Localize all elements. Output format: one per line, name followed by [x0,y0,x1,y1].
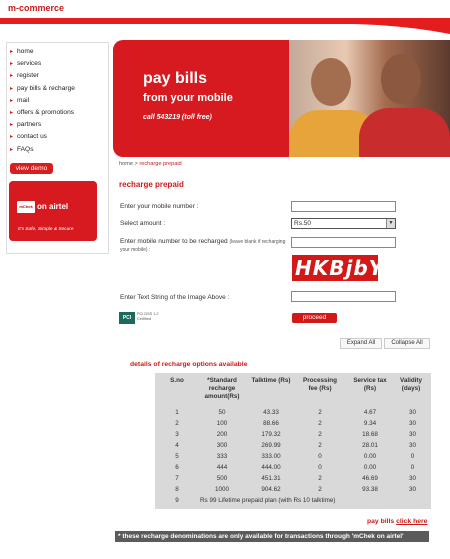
photo-woman-face [311,58,351,106]
mobile-number-input[interactable] [291,201,396,212]
table-row: 2 100 88.66 2 9.34 30 [175,420,416,427]
amount-label: Select amount : [120,220,166,227]
column-header-fee: Processing fee (Rs) [303,377,337,392]
bullet-arrow-icon: ▸ [10,109,14,116]
table-row: 5 333 333.00 0 0.00 0 [175,453,415,460]
bullet-arrow-icon: ▸ [10,97,14,104]
mchek-airtel-promo[interactable] [9,181,97,241]
sidebar-item-services[interactable]: ▸ services [9,58,108,70]
view-demo-button[interactable]: view demo [10,163,53,174]
promo-title: on airtel [37,202,69,211]
recharge-number-note: (leave blank if recharging your mobile) : [120,239,286,253]
captcha-label: Enter Text String of the Image Above : [120,294,230,301]
table-row: 9 Rs 99 Lifetime prepaid plan (with Rs 10 talktime) [175,497,336,504]
amount-select[interactable] [291,218,396,229]
photo-man-face [381,54,421,104]
column-header-tax: Service tax (Rs) [353,377,387,392]
pci-logo-icon: PCI [119,312,135,324]
breadcrumb: home > recharge prepaid [119,161,182,167]
mchek-logo: mChek [17,201,35,213]
bullet-arrow-icon: ▸ [10,73,14,80]
photo-man-shirt [359,108,450,157]
banner-subtitle: from your mobile [143,92,233,104]
banner-call-text: call 543219 (toll free) [143,114,212,121]
banner-title: pay bills [143,70,208,87]
recharge-number-input[interactable] [291,237,396,248]
bullet-arrow-icon: ▸ [10,61,14,68]
table-row: 1 50 43.33 2 4.67 30 [175,409,416,416]
sidebar-item-offers[interactable]: ▸ offers & promotions [9,107,108,119]
bullet-arrow-icon: ▸ [10,134,14,141]
promo-tagline: It's Safe, Simple & Secure [18,227,74,232]
hero-banner [113,40,450,157]
bullet-arrow-icon: ▸ [10,85,14,92]
chevron-down-icon[interactable]: ▼ [386,219,395,228]
table-row: 3 200 179.32 2 18.68 30 [175,431,416,438]
click-here-link[interactable]: click here [396,518,428,525]
table-row: 7 500 451.31 2 46.69 30 [175,475,416,482]
sidebar-item-home[interactable]: ▸ home [9,46,108,58]
banner-photo [289,40,450,157]
captcha-input[interactable] [291,291,396,302]
proceed-button[interactable]: proceed [292,313,337,323]
page-title: recharge prepaid [119,180,184,189]
amount-selected-value: Rs.50 [294,220,311,227]
captcha-image: HKBjbY [292,255,378,281]
table-row: 4 300 269.99 2 28.01 30 [175,442,416,449]
breadcrumb-current: recharge prepaid [139,161,182,167]
column-header-sno: S.no [170,377,184,384]
bullet-arrow-icon: ▸ [10,49,14,55]
column-header-talktime: Talktime (Rs) [251,377,291,384]
top-bar [0,0,450,38]
pci-text: PCI DSS 1.2 Certified [137,312,159,321]
sidebar-item-mail[interactable]: ▸ mail [9,95,108,107]
pci-dss-badge [119,311,171,325]
sidebar [6,42,109,254]
table-row: 8 1000 904.62 2 93.38 30 [175,486,416,493]
bullet-arrow-icon: ▸ [10,146,14,153]
denomination-note: * these recharge denominations are only available for transactions through 'mChek on airtel' [115,531,429,542]
site-brand[interactable]: m-commerce [8,3,65,13]
column-header-recharge: *Standard recharge amount(Rs) [204,377,240,400]
recharge-number-label: Enter mobile number to be recharged (leave blank if recharging your mobile) : [120,238,286,253]
collapse-all-button[interactable]: Collapse All [384,338,430,349]
expand-all-button[interactable]: Expand All [340,338,382,349]
pay-bills-link: pay bills click here [367,518,428,525]
recharge-options-title: details of recharge options available [130,361,248,368]
sidebar-item-contact[interactable]: ▸ contact us [9,131,108,143]
sidebar-item-pay-bills[interactable]: ▸ pay bills & recharge [9,83,108,95]
recharge-options-table [155,373,431,509]
sidebar-nav [7,43,108,156]
sidebar-item-faqs[interactable]: ▸ FAQs [9,144,108,156]
header-wave-decoration [310,18,450,34]
breadcrumb-home[interactable]: home [119,161,133,167]
sidebar-item-register[interactable]: ▸ register [9,70,108,82]
mobile-number-label: Enter your mobile number : [120,203,199,210]
column-header-validity: Validity (days) [399,377,423,392]
bullet-arrow-icon: ▸ [10,122,14,129]
table-row: 6 444 444.00 0 0.00 0 [175,464,415,471]
sidebar-item-partners[interactable]: ▸ partners [9,119,108,131]
